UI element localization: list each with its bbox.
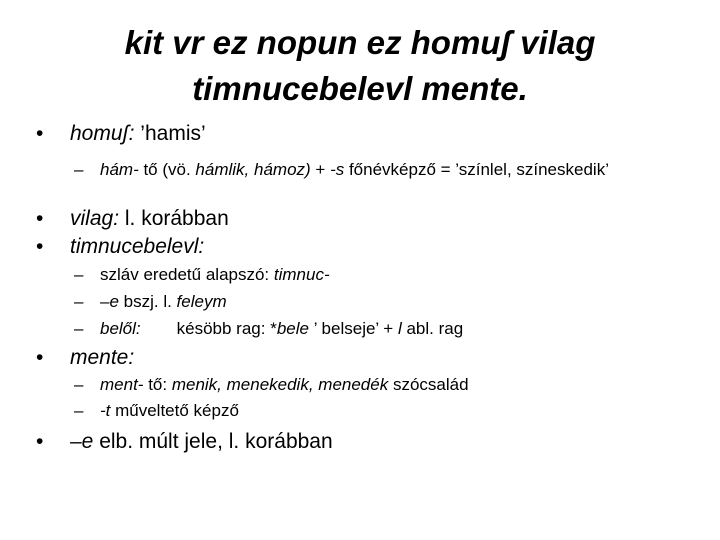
text: bszj. l. bbox=[118, 292, 177, 311]
bullet-icon: • bbox=[36, 122, 44, 145]
definition: l. korábban bbox=[119, 207, 229, 230]
text: abl. rag bbox=[401, 319, 464, 338]
title-line-2: timnucebelevl mente. bbox=[192, 70, 528, 107]
sub-bullet-e bbox=[74, 292, 227, 312]
root: hám- bbox=[100, 160, 139, 179]
dash-icon: – bbox=[74, 160, 84, 179]
root: timnuc- bbox=[273, 265, 330, 284]
text: főnévképző = ’színlel, színeskedik’ bbox=[344, 160, 609, 179]
sub-bullet-belol bbox=[74, 319, 463, 339]
bullet-icon: • bbox=[36, 430, 44, 453]
dash-icon: – bbox=[74, 265, 84, 284]
text: tő (vö. bbox=[138, 160, 196, 179]
dash-icon: – bbox=[74, 319, 84, 338]
text: késöbb rag: * bbox=[176, 319, 277, 338]
reconstructed-form: bele bbox=[276, 319, 309, 338]
bullet-icon: • bbox=[36, 207, 44, 230]
bullet-icon: • bbox=[36, 235, 44, 258]
definition: ’hamis’ bbox=[134, 122, 206, 145]
bullet-homus bbox=[36, 122, 206, 146]
term: timnucebelevl: bbox=[70, 235, 205, 258]
sub-bullet-ham bbox=[74, 160, 620, 180]
bullet-mente bbox=[36, 346, 134, 370]
term: homuʃ: bbox=[70, 122, 135, 145]
root: ment- bbox=[100, 375, 144, 394]
sub-bullet-slav bbox=[74, 265, 330, 285]
examples: menik, menekedik, menedék bbox=[171, 375, 389, 394]
dash-icon: – bbox=[74, 292, 84, 311]
bullet-timnucebelevl bbox=[36, 235, 204, 259]
bullet-e-past bbox=[36, 430, 333, 454]
sub-bullet-ment bbox=[74, 375, 469, 395]
dash-icon: – bbox=[74, 401, 84, 420]
suffix: l bbox=[397, 319, 402, 338]
sub-bullet-t bbox=[74, 401, 239, 421]
bullet-icon: • bbox=[36, 346, 44, 369]
title-line-1: kit vr ez nopun ez homuʃ vilag bbox=[124, 24, 596, 61]
suffix: -s bbox=[330, 160, 345, 179]
bullet-vilag bbox=[36, 207, 229, 231]
word: belől: bbox=[100, 319, 141, 338]
text: ’ belseje’ + bbox=[308, 319, 398, 338]
slide-title bbox=[60, 20, 660, 112]
term: vilag: bbox=[70, 207, 120, 230]
definition: elb. múlt jele, l. korábban bbox=[93, 430, 333, 453]
text: szláv eredetű alapszó: bbox=[100, 265, 274, 284]
term: mente: bbox=[70, 346, 135, 369]
suffix: –e bbox=[100, 292, 119, 311]
suffix: -t bbox=[100, 401, 111, 420]
text: + bbox=[310, 160, 331, 179]
text: tő: bbox=[143, 375, 172, 394]
text: műveltető képző bbox=[110, 401, 239, 420]
dash-icon: – bbox=[74, 375, 84, 394]
term: –e bbox=[70, 430, 94, 453]
text: szócsalád bbox=[388, 375, 469, 394]
reference-word: feleym bbox=[176, 292, 227, 311]
examples: hámlik, hámoz) bbox=[195, 160, 311, 179]
